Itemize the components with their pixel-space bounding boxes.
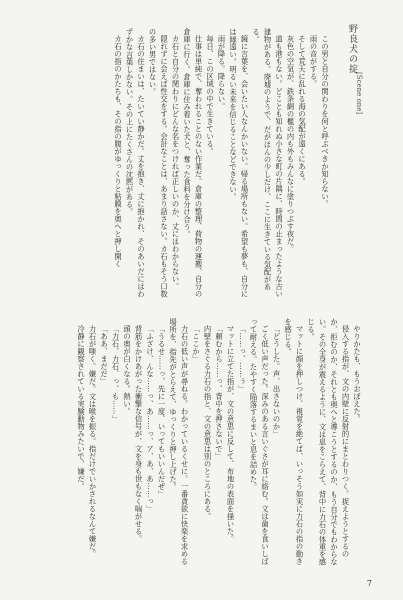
text-paragraph: 「どうした。声、出さないのか」 [272, 325, 282, 438]
text-paragraph: やりかたも、もうおぼえた。 [353, 325, 362, 423]
text-paragraph: 力石が嗤く。嫌だ。文は喉を振る。指だけでいかされるなんて嫌だ。 [88, 325, 98, 558]
text-paragraph: 仕事は単純で、奪われることのない作業だ。倉庫の整理、荷物の運搬、自分の倉庫に行く。倉庫に住み着いた犬と、奪った食料を分け合う。 [183, 28, 204, 298]
text-paragraph: 「ここか」 [192, 325, 201, 363]
text-paragraph: 鏡に言葉を、会いたい人なんかいない。帰る場所もない。希望も夢も、自分には縁遠い。明るい未来を信じることなどできない。 [229, 28, 250, 298]
text-paragraph: 雨の音がする。 [309, 35, 319, 88]
text-paragraph: 頭の奥が白くなる。熱い。 [123, 325, 132, 416]
text-paragraph: 力石の低い声が尋ねる。わかっているくせに。一番貪欲に快楽を求める場所を、指先がとらえて、ゆっくりと押し上げた。 [169, 318, 190, 566]
text-paragraph: 背筋をかけあがった衝撃な信号が、文を身も世もなく喘がせる。 [134, 325, 144, 543]
text-paragraph: カ石の住まいは、たいてい静かだ。丈を抱き、丈に抱かれ、そのあいだにはわずかな言葉しかない。その上にたくさんの沈黙がある。 [125, 28, 146, 298]
text-paragraph: マットに立てた指が、文の意思に反して、布地の表面を掻いた。 [226, 325, 236, 543]
top-text-block [31, 28, 331, 299]
text-paragraph: カ石と自分の関わりにどんな名をつければ正しいのか、丈にはわからない。 [171, 35, 181, 291]
text-paragraph: 「……っ、……ぅ」 [238, 325, 247, 393]
text-paragraph: 侵入する指が、文の内壁に反射的にまとわりつく。捉えようとするのか、拒むのか、それとも奥へと導こうとするのか、もう自分でもわからない。その全身が震えるように、文は息をこらえて、背中に力石の体重を感じる。 [307, 318, 351, 566]
text-paragraph: そして荒天に乱れる海の気配が遠くにある。 [298, 35, 307, 186]
text-paragraph: 毎日、この区域の中で生きている。 [206, 35, 215, 156]
text-paragraph: 「力石、力石、っ、も……」 [111, 325, 121, 423]
text-paragraph: 「うるせ……っ、先に一度、いってもいいんだぜ」 [157, 325, 167, 498]
text-paragraph: 冷静に観察されている実験動物みたいで、嫌だ。 [77, 325, 86, 491]
page-number: 7 [366, 579, 372, 588]
text-paragraph: 内壁をさぐる力石の指と、文の意思は別のところにある。 [203, 325, 213, 521]
text-paragraph: 雨が降る。降らない。 [217, 35, 227, 111]
text-paragraph: 「ああ、まだだ」 [100, 325, 109, 386]
text-paragraph: マットに顔を押しつけ、視覚を絶てば、いっそう如実に力石の指の動きを感じる。 [284, 318, 305, 566]
text-paragraph: ごく低い声だった。深みのある言いぐさが耳に絡む。文は歯を食いしばって耐える。たやすく陥落するまいと息を詰めた。 [249, 318, 270, 566]
text-paragraph: 隠れずに会えば性交をする。会計なことは、あまり話さない。カ石もそう口数の多い男ではない。 [148, 28, 169, 298]
chapter-title: 野良犬の掟 [347, 24, 357, 74]
bottom-text-block [31, 318, 363, 566]
text-paragraph: 「頼むから……っ、背中を押さないで」 [215, 325, 224, 461]
text-paragraph: 道も港もない。どことも知れぬ小さな町の片隅に、時間の止まったような古い建物がある。廃墟のようで、だがほんの少しだけ、ここに生きている気配がある。 [252, 28, 284, 298]
scene-label: [Scene one] [355, 72, 363, 115]
text-paragraph: カ石の指のかたちも、その指の腹がゆっくりと粘膜を奥へと押し開く [114, 35, 123, 268]
text-paragraph: この男と自分の関わりを何と呼ぶべきか知らない。 [321, 35, 330, 208]
text-paragraph: 「ふざけ、んな……っ、あ……っ、ア、あ、あ……っ」 [146, 325, 155, 513]
text-paragraph: 灰色の空気が、鉄条網の檻の内も外もみんなに塗りつぶす夜だ。 [286, 35, 296, 253]
